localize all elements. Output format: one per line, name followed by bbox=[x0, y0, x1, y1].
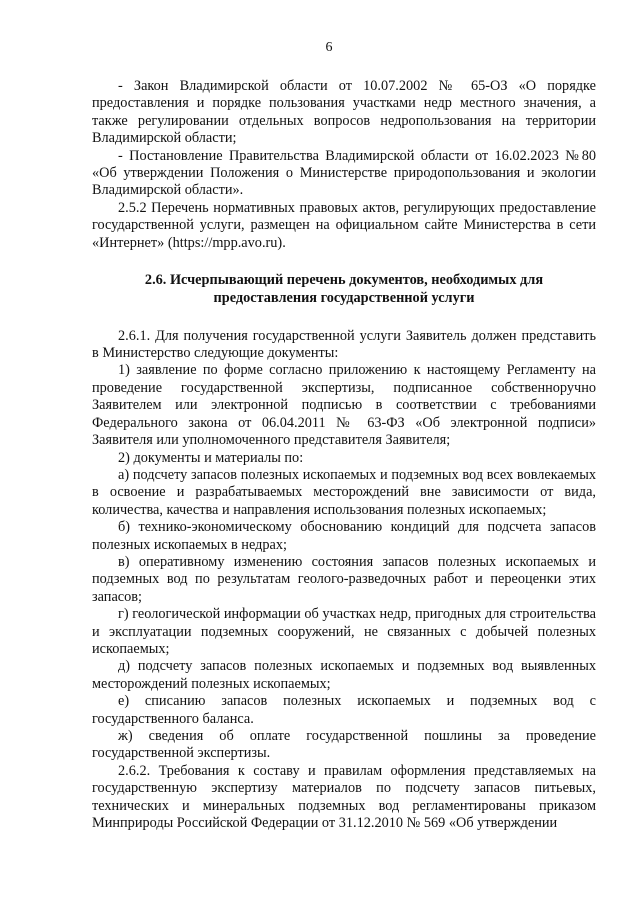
paragraph-2-6-1: 2.6.1. Для получения государственной услуги Заявитель должен представить в Министерство следующие документы: bbox=[92, 327, 596, 362]
paragraph-2-5-2: 2.5.2 Перечень нормативных правовых актов, регулирующих предоставление государственной услуги, размещен на официальном сайте Министерства в сети «Интернет» (https://mpp.avo.ru). bbox=[92, 199, 596, 251]
paragraph-item-b: б) технико-экономическому обоснованию кондиций для подсчета запасов полезных ископаемых в недрах; bbox=[92, 519, 596, 553]
paragraph-item-g: г) геологической информации об участках недр, пригодных для строительства и эксплуатации подземных сооружений, не связанных с добычей полезных ископаемых; bbox=[92, 606, 596, 657]
paragraph-item-zh: ж) сведения об оплате государственной пошлины за проведение государственной экспертизы. bbox=[92, 728, 596, 762]
paragraph-item-a: а) подсчету запасов полезных ископаемых и подземных вод всех вовлекаемых в освоение и разрабатываемых месторождений вне зависимости от вида, количества, качества и направления использования полезных ископаемых; bbox=[92, 466, 596, 518]
paragraph-2-6-2: 2.6.2. Требования к составу и правилам оформления представляемых на государственную экспертизу материалов по подсчету запасов питьевых, технических и минеральных подземных вод регламентированы приказом Минприроды Российской Федерации от 31.12.2010 № 569 «Об утверждении bbox=[92, 762, 596, 832]
paragraph-item-d: д) подсчету запасов полезных ископаемых и подземных вод выявленных месторождений полезных ископаемых; bbox=[92, 658, 596, 692]
paragraph-law-reference: - Закон Владимирской области от 10.07.2002 № 65-ОЗ «О порядке предоставления и порядке пользования участками недр местного значения, а также регулировании отдельных вопросов недропользования на территории Владимирской области; bbox=[92, 78, 596, 147]
paragraph-item-1: 1) заявление по форме согласно приложению к настоящему Регламенту на проведение государственной экспертизы, подписанное собственноручно Заявителем или электронной подписью в соответствии с требованиями Федерального закона от 06.04.2011 № 63-ФЗ «Об электронной подписи» Заявителя или уполномоченного представителя Заявителя; bbox=[92, 362, 596, 449]
section-title: 2.6. Исчерпывающий перечень документов, необходимых для предоставления государственной услуги bbox=[144, 272, 544, 306]
paragraph-item-e: е) списанию запасов полезных ископаемых и подземных вод с государственного баланса. bbox=[92, 693, 596, 727]
paragraph-item-v: в) оперативному изменению состояния запасов полезных ископаемых и подземных вод по результатам геолого-разведочных работ и переоценки этих запасов; bbox=[92, 553, 596, 605]
page-number: 6 bbox=[325, 40, 333, 55]
paragraph-government-decree: - Постановление Правительства Владимирской области от 16.02.2023 №80 «Об утверждении Положения о Министерстве природопользования и экологии Владимирской области». bbox=[92, 147, 596, 199]
paragraph-item-2: 2) документы и материалы по: bbox=[118, 449, 304, 466]
